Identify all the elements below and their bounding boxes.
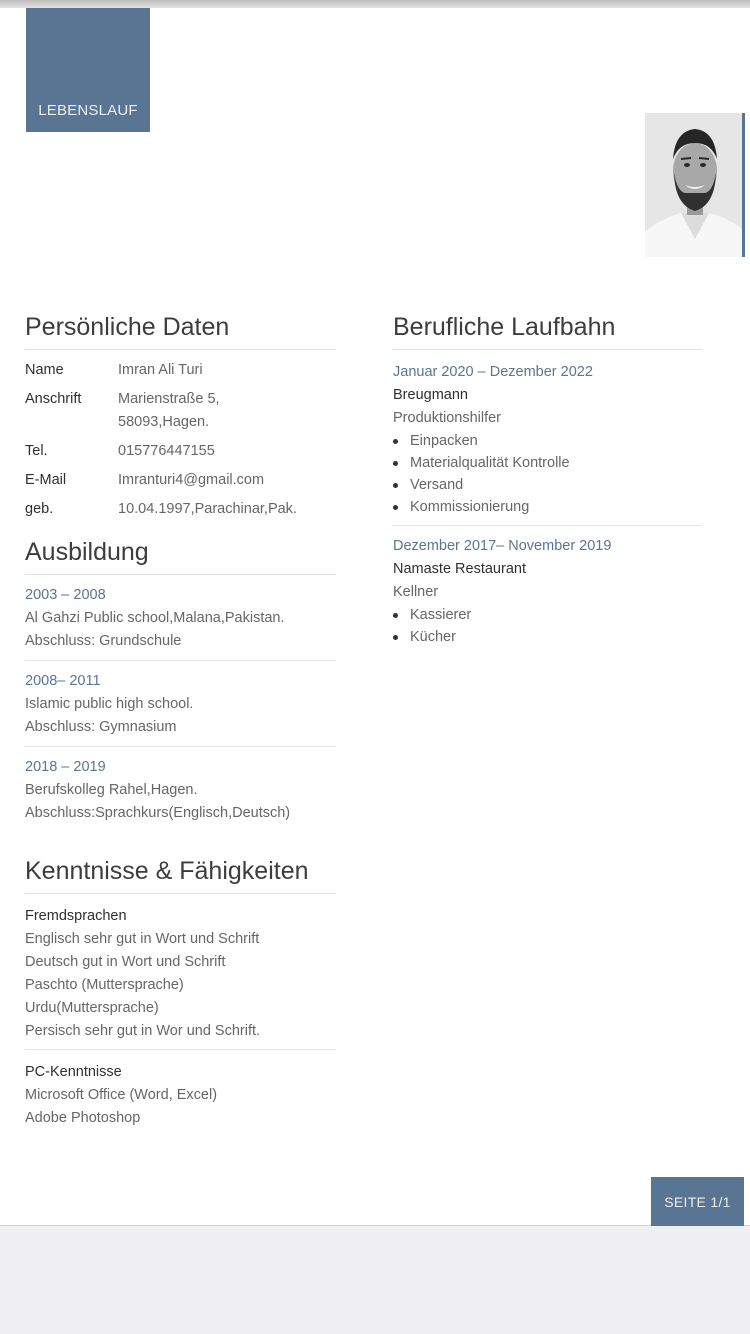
language-item: Urdu(Muttersprache) (25, 1000, 159, 1016)
skills-list (25, 894, 336, 1136)
education-school: Al Gahzi Public school,Malana,Pakistan. (25, 610, 285, 626)
address-label: Anschrift (25, 391, 82, 407)
birth-value: 10.04.1997,Parachinar,Pak. (118, 501, 297, 517)
phone-value: 015776447155 (118, 443, 215, 459)
right-column (393, 312, 702, 655)
career-role: Kellner (393, 584, 439, 600)
language-item: Paschto (Muttersprache) (25, 977, 184, 993)
education-entry (25, 747, 336, 832)
address-street: Marienstraße 5, (118, 391, 220, 407)
page-number-badge: SEITE 1/1 (651, 1177, 744, 1226)
cv-page (0, 8, 750, 1226)
personal-data-heading: Persönliche Daten (25, 312, 336, 350)
career-date: Januar 2020 – Dezember 2022 (393, 364, 593, 380)
education-list (25, 575, 336, 832)
language-item: Deutsch gut in Wort und Schrift (25, 954, 226, 970)
language-item: Englisch sehr gut in Wort und Schrift (25, 931, 260, 947)
languages-block (25, 894, 336, 1050)
career-entry (393, 526, 702, 655)
birth-label: geb. (25, 501, 54, 517)
education-degree: Abschluss:Sprachkurs(Englisch,Deutsch) (25, 805, 291, 821)
left-column (25, 312, 336, 1136)
education-date: 2018 – 2019 (25, 759, 106, 775)
education-date: 2003 – 2008 (25, 587, 106, 603)
spacer (25, 527, 336, 537)
pc-skills-title: PC-Kenntnisse (25, 1064, 122, 1080)
personal-row-name (25, 359, 336, 382)
cv-title-badge: LEBENSLAUF (26, 8, 150, 132)
personal-row-email (25, 469, 336, 492)
career-task: Kücher (393, 626, 702, 648)
career-company: Namaste Restaurant (393, 561, 526, 577)
career-role: Produktionshilfer (393, 410, 501, 426)
career-task: Kommissionierung (393, 496, 702, 518)
profile-photo (645, 113, 745, 257)
education-degree: Abschluss: Gymnasium (25, 719, 177, 735)
languages-title: Fremdsprachen (25, 908, 127, 924)
career-entry (393, 350, 702, 526)
personal-row-phone (25, 440, 336, 463)
personal-data-table (25, 359, 336, 521)
name-label: Name (25, 362, 64, 378)
personal-row-birth (25, 498, 336, 521)
pc-skill-item: Microsoft Office (Word, Excel) (25, 1087, 218, 1103)
address-city: 58093,Hagen. (118, 414, 210, 430)
education-school: Islamic public high school. (25, 696, 194, 712)
career-tasks (393, 430, 702, 518)
career-list (393, 350, 702, 655)
email-value: Imranturi4@gmail.com (118, 472, 265, 488)
education-heading: Ausbildung (25, 537, 336, 575)
personal-row-address (25, 388, 336, 434)
address-value (118, 388, 336, 434)
education-degree: Abschluss: Grundschule (25, 633, 182, 649)
email-label: E-Mail (25, 472, 67, 488)
career-date: Dezember 2017– November 2019 (393, 538, 612, 554)
name-value: Imran Ali Turi (118, 362, 203, 378)
portrait-image (645, 113, 745, 257)
career-company: Breugmann (393, 387, 468, 403)
spacer (25, 832, 336, 856)
career-task: Einpacken (393, 430, 702, 452)
career-task: Materialqualität Kontrolle (393, 452, 702, 474)
pc-skills-block (25, 1050, 336, 1136)
career-heading: Berufliche Laufbahn (393, 312, 702, 350)
education-date: 2008– 2011 (25, 673, 101, 689)
education-entry (25, 575, 336, 661)
phone-label: Tel. (25, 443, 48, 459)
pc-skill-item: Adobe Photoshop (25, 1110, 141, 1126)
career-task: Kassierer (393, 604, 702, 626)
top-bar (0, 0, 750, 8)
language-item: Persisch sehr gut in Wor und Schrift. (25, 1023, 261, 1039)
career-tasks (393, 604, 702, 648)
skills-heading: Kenntnisse & Fähigkeiten (25, 856, 336, 894)
education-school: Berufskolleg Rahel,Hagen. (25, 782, 198, 798)
career-task: Versand (393, 474, 702, 496)
education-entry (25, 661, 336, 747)
